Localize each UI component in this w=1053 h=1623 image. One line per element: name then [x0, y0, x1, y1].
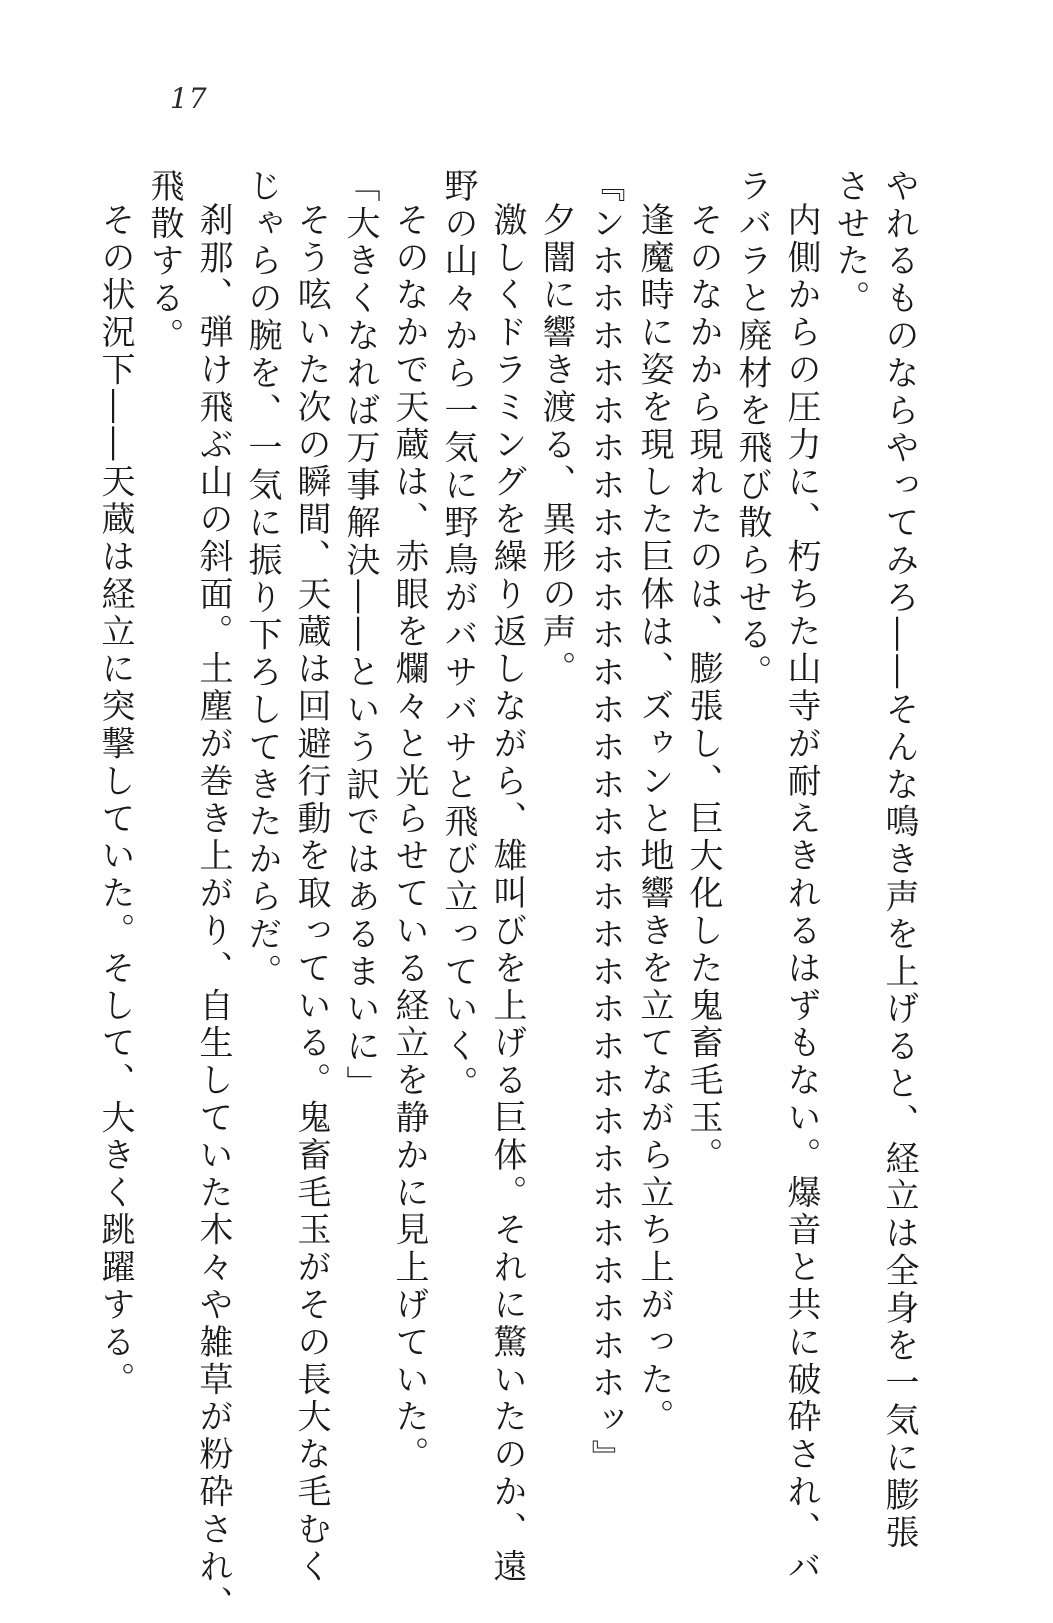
text-line: 飛散する。: [144, 168, 184, 355]
text-line: 「大きくなれば万事解決――という訳ではあるまいに」: [340, 168, 380, 1103]
text-line: やれるものならやってみろ――そんな鳴き声を上げると、経立は全身を一気に膨張: [879, 168, 919, 1552]
text-line: 内側からの圧力に、朽ちた山寺が耐えきれるはずもない。爆音と共に破砕され、バ: [781, 202, 821, 1586]
text-line: 逢魔時に姿を現した巨体は、ズゥンと地響きを立てながら立ち上がった。: [634, 202, 674, 1437]
text-line: させた。: [830, 168, 870, 318]
text-line: そのなかから現れたのは、膨張し、巨大化した鬼畜毛玉。: [683, 202, 723, 1175]
text-line: そう呟いた次の瞬間、天蔵は回避行動を取っている。鬼畜毛玉がその長大な毛むく: [291, 202, 331, 1586]
text-line: 野の山々から一気に野鳥がバサバサと飛び立っていく。: [438, 168, 478, 1103]
text-line: 夕闇に響き渡る、異形の声。: [536, 202, 576, 689]
page-number: 17: [170, 82, 208, 115]
text-line: その状況下――天蔵は経立に突撃していた。そして、大きく跳躍する。: [95, 202, 135, 1399]
text-line: じゃらの腕を、一気に振り下ろしてきたからだ。: [242, 168, 282, 991]
text-line: ラバラと廃材を飛び散らせる。: [732, 168, 772, 692]
text-line: そのなかで天蔵は、赤眼を爛々と光らせている経立を静かに見上げていた。: [389, 202, 429, 1474]
text-line: 激しくドラミングを繰り返しながら、雄叫びを上げる巨体。それに驚いたのか、遠: [487, 202, 527, 1586]
text-line: 『ンホホホホホホホホホホホホホホホホホホホホホホホホホホホホホホホッ』: [585, 168, 625, 1477]
vertical-text-body: [90, 168, 923, 1623]
text-line: 刹那、弾け飛ぶ山の斜面。土塵が巻き上がり、自生していた木々や雑草が粉砕され、: [193, 202, 233, 1623]
